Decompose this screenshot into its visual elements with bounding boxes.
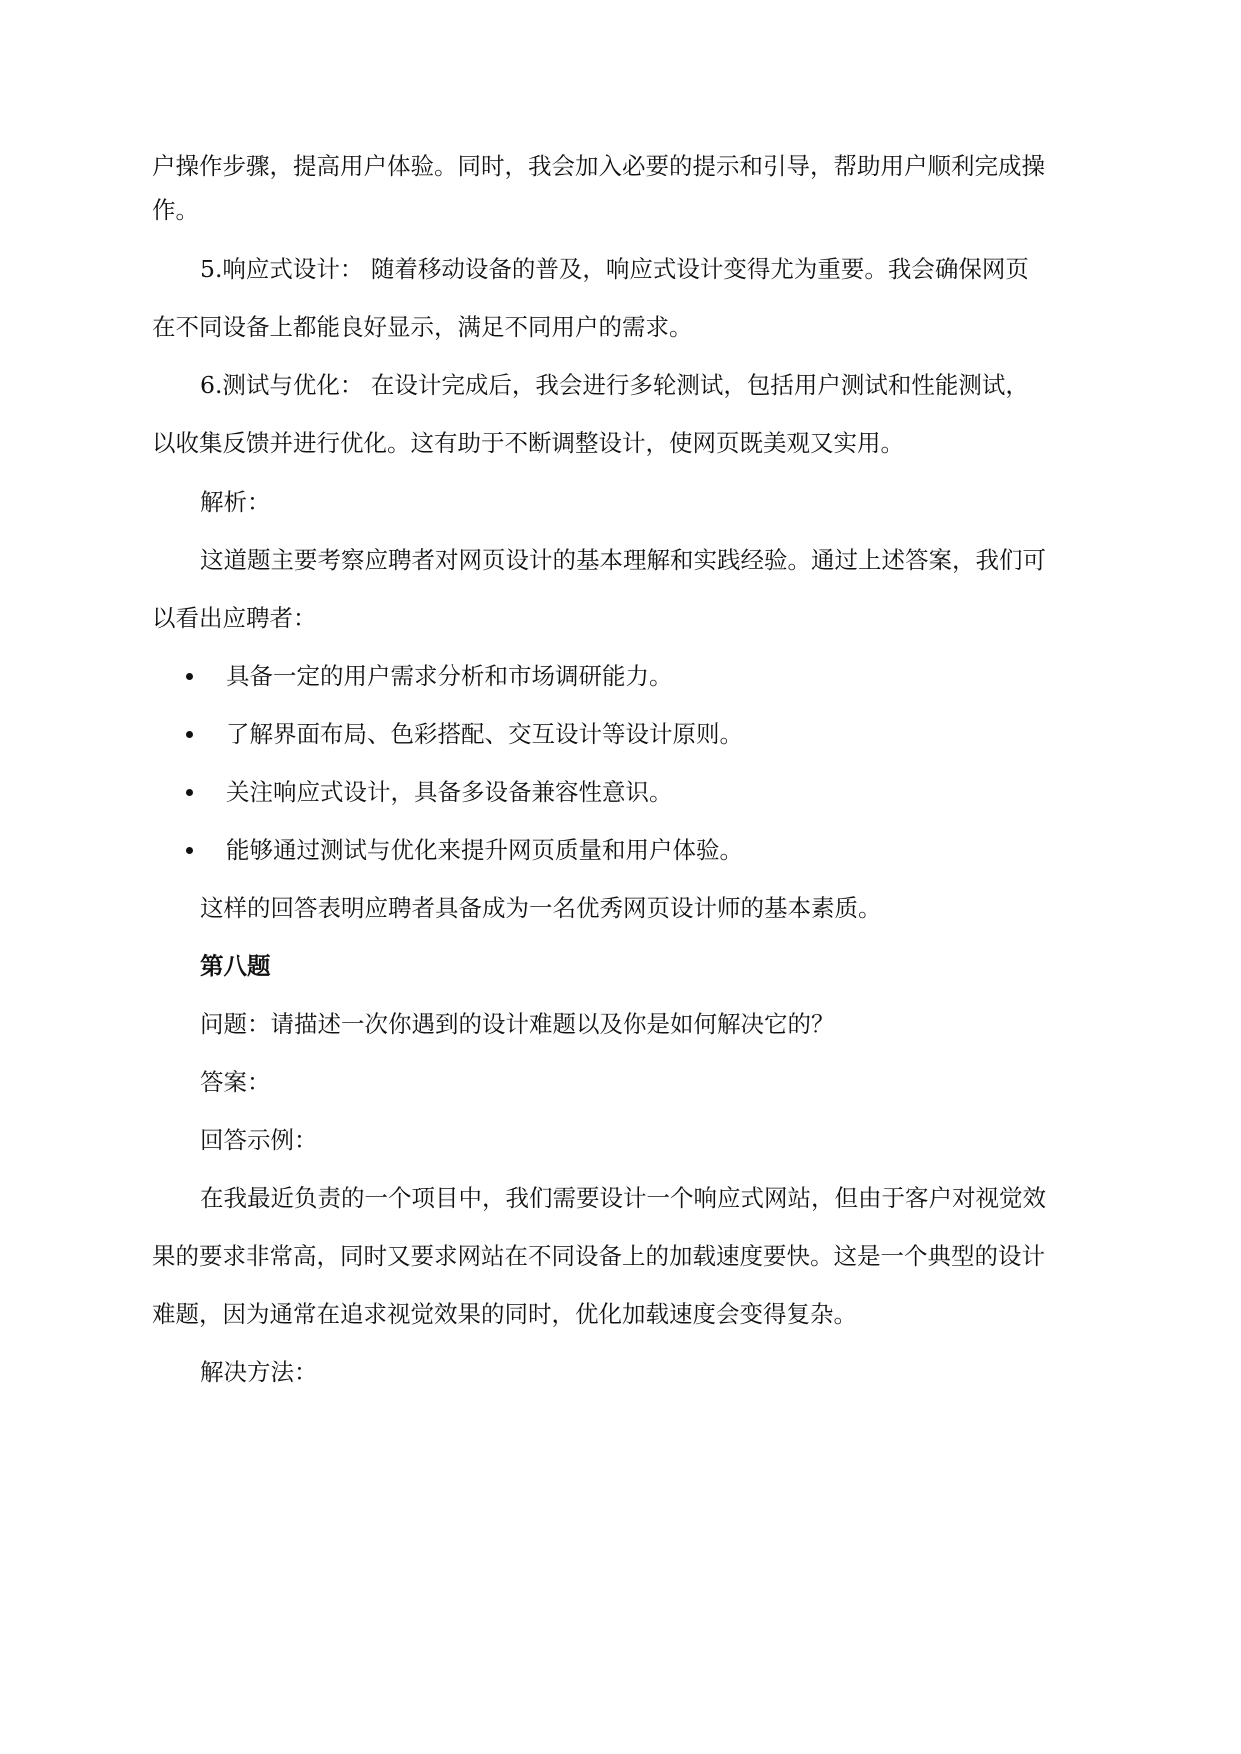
- bullet-icon: [186, 847, 193, 854]
- section-heading: 第八题: [200, 952, 271, 980]
- point-5-line: 在不同设备上都能良好显示，满足不同用户的需求。: [152, 313, 693, 341]
- analysis-conclusion: 这样的回答表明应聘者具备成为一名优秀网页设计师的基本素质。: [200, 894, 882, 922]
- point-5-line: 5.响应式设计： 随着移动设备的普及，响应式设计变得尤为重要。我会确保网页: [200, 255, 1029, 283]
- analysis-intro-line: 以看出应聘者：: [152, 604, 317, 632]
- body-line: 在我最近负责的一个项目中，我们需要设计一个响应式网站，但由于客户对视觉效: [200, 1184, 1046, 1212]
- point-6-line: 以收集反馈并进行优化。这有助于不断调整设计，使网页既美观又实用。: [152, 429, 904, 457]
- list-item-text: 关注响应式设计，具备多设备兼容性意识。: [226, 778, 673, 806]
- body-line: 难题，因为通常在追求视觉效果的同时，优化加载速度会变得复杂。: [152, 1300, 857, 1328]
- bullet-icon: [186, 731, 193, 738]
- solution-label: 解决方法：: [200, 1358, 318, 1386]
- example-label: 回答示例：: [200, 1126, 318, 1154]
- answer-label: 答案：: [200, 1068, 271, 1096]
- list-item-text: 具备一定的用户需求分析和市场调研能力。: [226, 662, 673, 690]
- question-text: 问题：请描述一次你遇到的设计难题以及你是如何解决它的？: [200, 1010, 835, 1038]
- point-6-line: 6.测试与优化： 在设计完成后，我会进行多轮测试，包括用户测试和性能测试，: [200, 371, 1029, 399]
- body-line: 果的要求非常高，同时又要求网站在不同设备上的加载速度要快。这是一个典型的设计: [152, 1242, 1045, 1270]
- bullet-icon: [186, 789, 193, 796]
- bullet-icon: [186, 673, 193, 680]
- list-item-text: 能够通过测试与优化来提升网页质量和用户体验。: [226, 836, 743, 864]
- list-item-text: 了解界面布局、色彩搭配、交互设计等设计原则。: [226, 720, 743, 748]
- analysis-intro-line: 这道题主要考察应聘者对网页设计的基本理解和实践经验。通过上述答案，我们可: [200, 546, 1046, 574]
- analysis-label: 解析：: [200, 488, 271, 516]
- paragraph-line: 户操作步骤，提高用户体验。同时，我会加入必要的提示和引导，帮助用户顺利完成操: [152, 152, 1045, 180]
- paragraph-line: 作。: [152, 196, 199, 224]
